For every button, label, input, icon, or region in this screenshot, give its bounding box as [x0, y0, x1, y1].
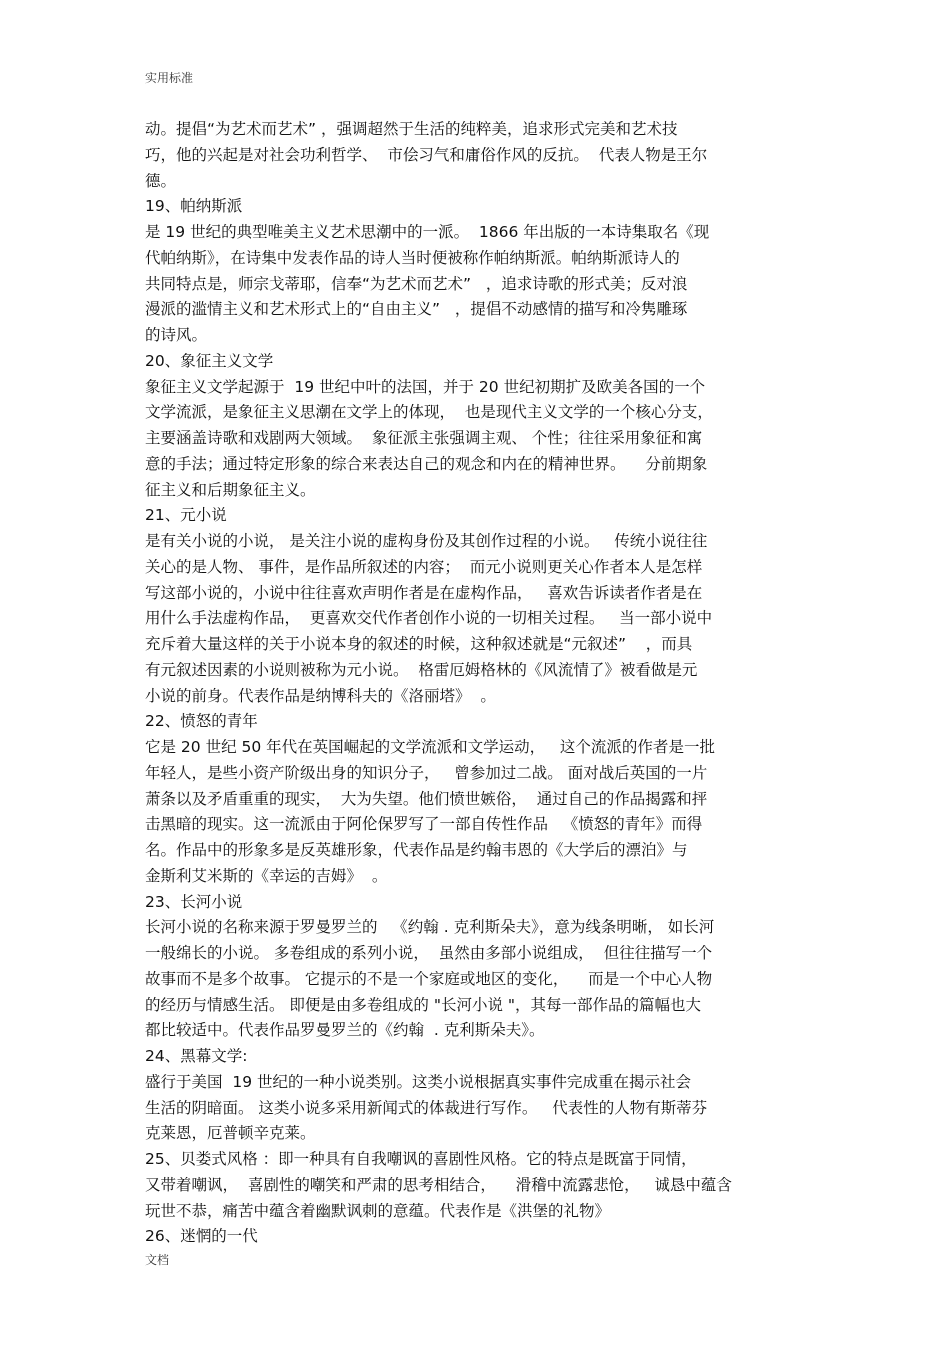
text-line: 名。作品中的形象多是反英雄形象，代表作品是约翰韦恩的《大学后的漂泊》与: [145, 841, 688, 859]
text-line: 巧，他的兴起是对社会功利哲学、 市侩习气和庸俗作风的反抗。 代表人物是王尔: [145, 145, 708, 164]
text-line: 有元叙述因素的小说则被称为元小说。 格雷厄姆格林的《风流情了》被看做是元: [145, 660, 698, 679]
text-line: 24、黑幕文学:: [145, 1047, 248, 1065]
text-line: 年轻人，是些小资产阶级出身的知识分子， 曾参加过二战。 面对战后英国的一片: [145, 763, 708, 782]
text-line: 23、长河小说: [145, 892, 243, 911]
text-line: 玩世不恭，痛苦中蕴含着幽默讽刺的意蕴。代表作是《洪堡的礼物》: [145, 1201, 611, 1220]
text-line: 文学流派，是象征主义思潮在文学上的体现， 也是现代主义文学的一个核心分支，: [145, 403, 713, 422]
text-line: 漫派的滥情主义和艺术形式上的“自由主义” ，提倡不动感情的描写和冷隽雕琢: [145, 300, 688, 319]
text-line: 一般绵长的小说。 多卷组成的系列小说， 虽然由多部小说组成， 但往往描写一个: [145, 944, 713, 962]
text-line: 克莱恩，厄普顿辛克莱。: [145, 1124, 316, 1143]
text-line: 都比较适中。代表作品罗曼罗兰的《约翰 . 克利斯朵夫》。: [145, 1021, 545, 1040]
text-line: 是有关小说的小说， 是关注小说的虚构身份及其创作过程的小说。 传统小说往往: [145, 532, 708, 550]
document-body: [145, 117, 810, 1250]
text-line: 征主义和后期象征主义。: [145, 480, 316, 499]
text-line: 代帕纳斯》，在诗集中发表作品的诗人当时便被称作帕纳斯派。帕纳斯派诗人的: [145, 248, 680, 267]
text-line: 德。: [145, 171, 177, 190]
text-line: 生活的阴暗面。 这类小说多采用新闻式的体裁进行写作。 代表性的人物有斯蒂芬: [145, 1098, 708, 1117]
text-line: 充斥着大量这样的关于小说本身的叙述的时候，这种叙述就是“元叙述” ，而具: [145, 635, 693, 653]
text-line: 盛行于美国 19 世纪的一种小说类别。这类小说根据真实事件完成重在揭示社会: [145, 1072, 692, 1091]
text-line: 是 19 世纪的典型唯美主义艺术思潮中的一派。 1866 年出版的一本诗集取名《现: [145, 223, 710, 241]
text-line: 写这部小说的，小说中往往喜欢声明作者是在虚构作品， 喜欢告诉读者作者是在: [145, 583, 703, 602]
text-line: 它是 20 世纪 50 年代在英国崛起的文学流派和文学运动， 这个流派的作者是一批: [145, 738, 715, 756]
text-line: 意的手法；通过特定形象的综合来表达自己的观念和内在的精神世界。 分前期象: [145, 454, 708, 473]
text-line: 22、愤怒的青年: [145, 712, 258, 731]
text-line: 动。提倡“为艺术而艺术” ，强调超然于生活的纯粹美，追求形式完美和艺术技: [145, 120, 678, 138]
text-line: 25、贝娄式风格 ：即一种具有自我嘲讽的喜剧性风格。它的特点是既富于同情，: [145, 1150, 697, 1168]
text-line: 故事而不是多个故事。 它提示的不是一个家庭或地区的变化， 而是一个中心人物: [145, 969, 713, 988]
text-line: 的诗风。: [145, 326, 208, 344]
text-line: 26、迷惘的一代: [145, 1227, 258, 1246]
text-line: 长河小说的名称来源于罗曼罗兰的 《约翰 . 克利斯朵夫》，意为线条明晰， 如长河: [145, 918, 715, 937]
text-line: 21、元小说: [145, 506, 227, 525]
text-line: 主要涵盖诗歌和戏剧两大领域。 象征派主张强调主观、 个性；往往采用象征和寓: [145, 429, 703, 447]
text-line: 20、象征主义文学: [145, 351, 274, 370]
text-line: 小说的前身。代表作品是纳博科夫的《洛丽塔》 。: [145, 686, 496, 705]
text-line: 19、帕纳斯派: [145, 197, 243, 216]
page-footer: 文档: [145, 1253, 170, 1267]
text-line: 象征主义文学起源于 19 世纪中叶的法国，并于 20 世纪初期扩及欧美各国的一个: [145, 377, 706, 396]
text-line: 击黑暗的现实。这一流派由于阿伦保罗写了一部自传性作品 《愤怒的青年》而得: [145, 815, 703, 834]
text-line: 的经历与情感生活。 即便是由多卷组成的 "长河小说 "，其每一部作品的篇幅也大: [145, 995, 702, 1014]
text-line: 关心的是人物、 事件，是作品所叙述的内容； 而元小说则更关心作者本人是怎样: [145, 557, 703, 576]
text-line: 金斯利艾米斯的《幸运的吉姆》 。: [145, 866, 388, 885]
text-line: 又带着嘲讽， 喜剧性的嘲笑和严肃的思考相结合， 滑稽中流露悲怆， 诚恳中蕴含: [145, 1175, 732, 1194]
text-line: 萧条以及矛盾重重的现实， 大为失望。他们愤世嫉俗， 通过自己的作品揭露和抨: [145, 789, 708, 808]
text-line: 共同特点是，师宗戈蒂耶，信奉“为艺术而艺术” ，追求诗歌的形式美；反对浪: [145, 274, 688, 293]
page-header: 实用标准: [145, 71, 194, 85]
text-line: 用什么手法虚构作品， 更喜欢交代作者创作小说的一切相关过程。 当一部小说中: [145, 609, 713, 628]
